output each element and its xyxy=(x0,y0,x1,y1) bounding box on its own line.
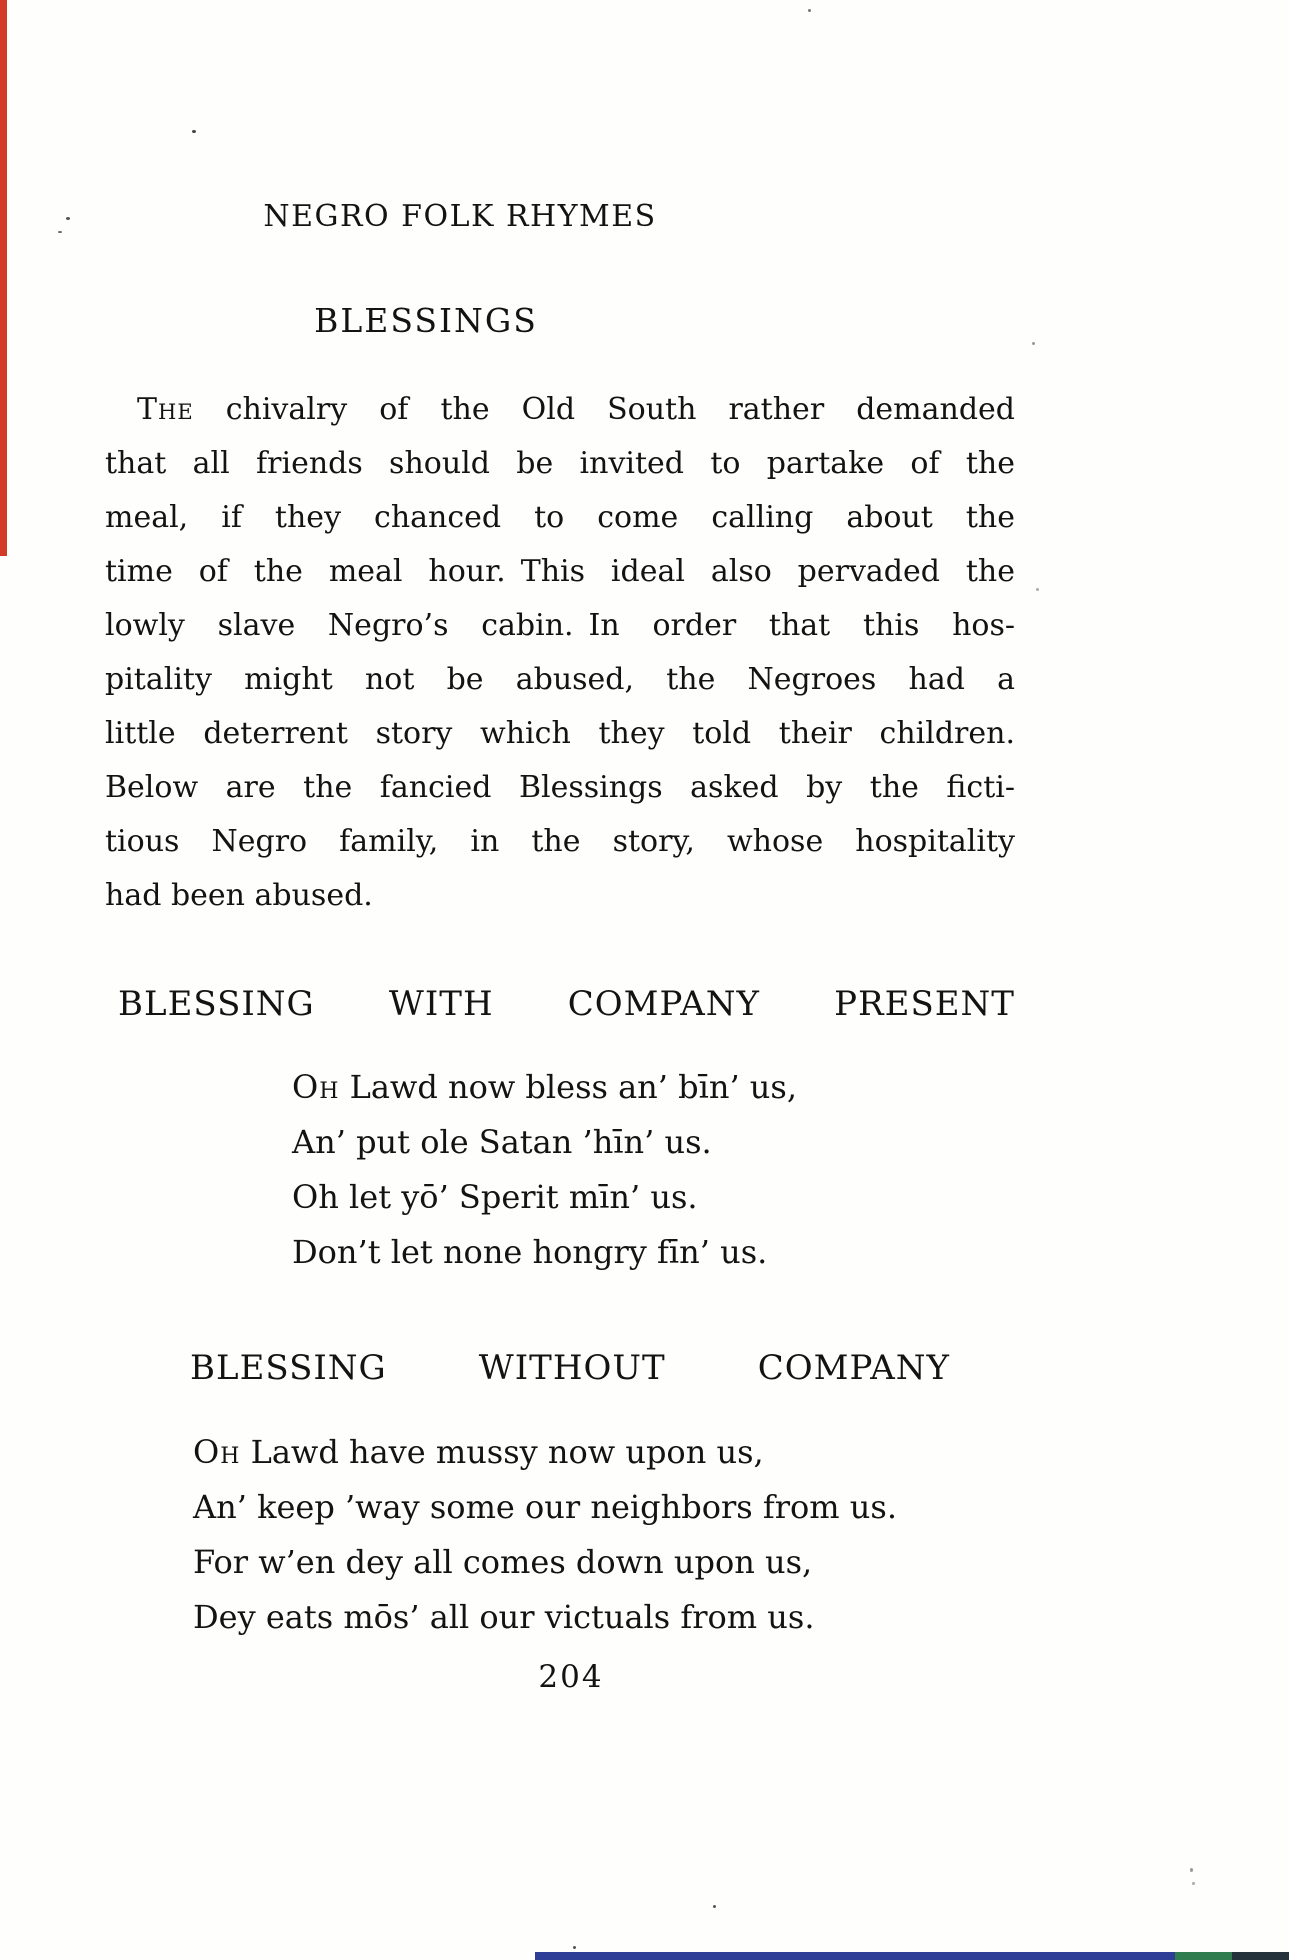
scan-speck xyxy=(192,130,196,133)
verse-line: For w’en dey all comes down upon us, xyxy=(193,1543,813,1581)
paragraph-line: pitality might not be abused, the Negroes had a xyxy=(105,662,1015,697)
verse-line: Dey eats mōs’ all our victuals from us. xyxy=(193,1598,815,1636)
scan-speck xyxy=(1190,1868,1193,1872)
chapter-title: BLESSINGS xyxy=(314,301,538,340)
paragraph-line: Below are the fancied Blessings asked by the ficti- xyxy=(105,770,1015,805)
strip-segment-blue xyxy=(535,1952,1175,1960)
paragraph-line: little deterrent story which they told their children. xyxy=(105,716,1015,751)
scan-speck xyxy=(58,231,62,233)
verse-line: An’ keep ’way some our neighbors from us. xyxy=(193,1488,897,1526)
verse-line: An’ put ole Satan ’hīn’ us. xyxy=(292,1123,712,1161)
paragraph-line-text: chivalry of the Old South rather demanded xyxy=(193,392,1015,427)
section-heading-without-company: BLESSING WITHOUT COMPANY xyxy=(190,1348,950,1388)
verse-line-text: Lawd now bless an’ bīn’ us, xyxy=(339,1068,797,1106)
scan-speck xyxy=(573,1946,576,1949)
scan-edge-color-strip xyxy=(535,1952,1289,1960)
scan-speck xyxy=(1192,1882,1195,1885)
verse-line xyxy=(292,1060,797,1115)
paragraph-line: tious Negro family, in the story, whose hospitality xyxy=(105,824,1015,859)
running-header: NEGRO FOLK RHYMES xyxy=(263,199,657,234)
verse-without-company xyxy=(193,1425,897,1645)
verse-line xyxy=(193,1425,897,1480)
strip-segment-dark xyxy=(1232,1952,1289,1960)
verse-line: Oh let yō’ Sperit mīn’ us. xyxy=(292,1178,698,1216)
scan-edge-red-bar xyxy=(0,0,7,556)
scan-speck xyxy=(713,1905,716,1908)
paragraph-line xyxy=(105,383,1015,437)
scan-speck xyxy=(1036,588,1039,591)
scan-speck xyxy=(1032,342,1035,345)
paragraph-line: meal, if they chanced to come calling about the xyxy=(105,500,1015,535)
verse-line-text: Lawd have mussy now upon us, xyxy=(240,1433,764,1471)
smallcaps-lead: Oh xyxy=(292,1068,340,1106)
paragraph-line: had been abused. xyxy=(105,878,373,913)
page-number: 204 xyxy=(538,1659,604,1695)
scan-speck xyxy=(808,9,811,12)
intro-paragraph xyxy=(105,383,1015,923)
strip-segment-green xyxy=(1175,1952,1232,1960)
section-heading-with-company: BLESSING WITH COMPANY PRESENT xyxy=(118,984,1015,1024)
smallcaps-lead: The xyxy=(137,392,194,427)
scan-speck xyxy=(66,217,70,220)
verse-with-company xyxy=(292,1060,797,1280)
paragraph-line: lowly slave Negro’s cabin. In order that this hos- xyxy=(105,608,1015,643)
smallcaps-lead: Oh xyxy=(193,1433,241,1471)
paragraph-line: that all friends should be invited to partake of the xyxy=(105,446,1015,481)
verse-line: Don’t let none hongry fīn’ us. xyxy=(292,1233,768,1271)
paragraph-line: time of the meal hour. This ideal also pervaded the xyxy=(105,554,1015,589)
